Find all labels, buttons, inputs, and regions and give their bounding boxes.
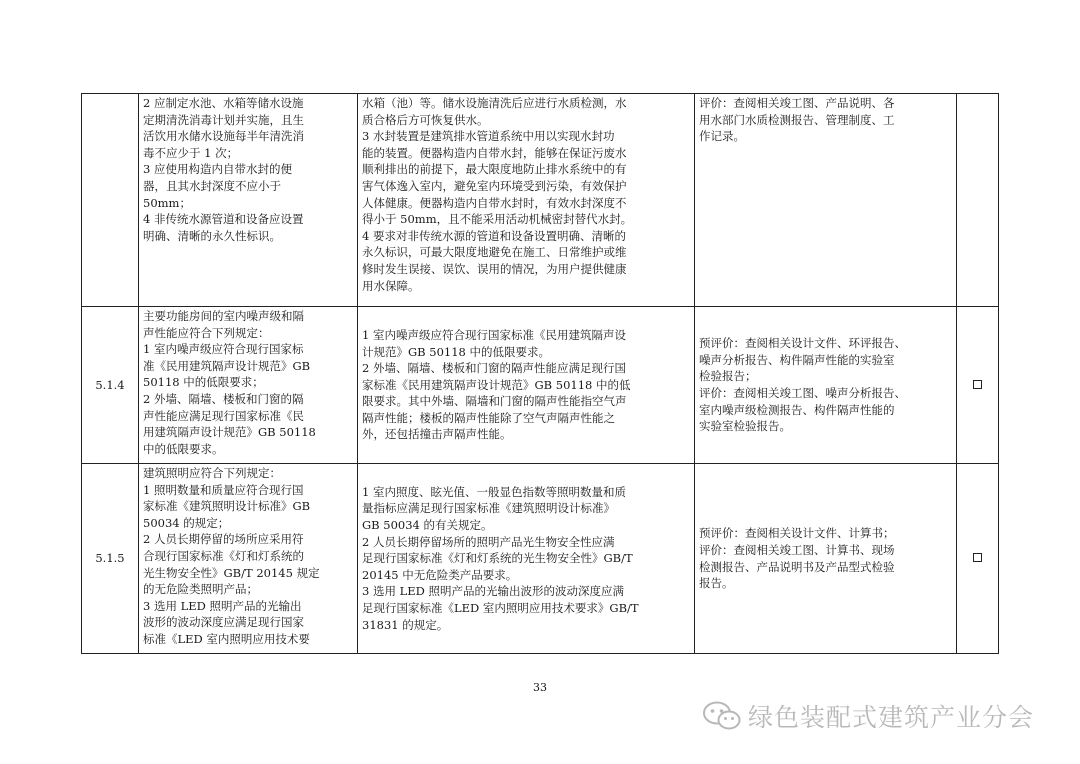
- clause-code: 5.1.5: [82, 464, 139, 654]
- text-line: 波形的波动深度应满足现行国家: [143, 615, 304, 630]
- text-line: 室内噪声级检测报告、构件隔声性能的: [699, 402, 895, 417]
- text-line: 外，还包括撞击声隔声性能。: [362, 427, 512, 442]
- text-line: 水箱（池）等。储水设施清洗后应进行水质检测，水: [362, 96, 627, 110]
- text-line: 家标准《民用建筑隔声设计规范》GB 50118 中的低: [362, 377, 631, 392]
- watermark-text: 绿色装配式建筑产业分会: [748, 703, 1035, 732]
- text-line: 1 室内噪声级应符合现行国家标准《民用建筑隔声设: [362, 327, 626, 342]
- text-line: 足现行国家标准《LED 室内照明应用技术要求》GB/T: [362, 600, 639, 615]
- table-row: [82, 94, 999, 307]
- text-line: 50118 中的低限要求；: [143, 375, 264, 390]
- text-line: 1 室内照度、眩光值、一般显色指数等照明数量和质: [362, 484, 626, 499]
- text-line: 声性能应满足现行国家标准《民: [143, 408, 304, 423]
- text-line: 实验室检验报告。: [699, 419, 791, 434]
- text-line: 1 室内噪声级应符合现行国家标: [143, 342, 304, 357]
- text-line: 2 应制定水池、水箱等储水设施: [143, 96, 304, 110]
- evaluation-cell: [695, 464, 957, 654]
- text-line: 报告。: [699, 576, 734, 591]
- clause-code-cell: [82, 94, 139, 307]
- table-row: [82, 464, 999, 654]
- text-line: GB 50034 的有关规定。: [362, 518, 493, 533]
- requirement-cell: [139, 464, 358, 654]
- text-line: 器，且其水封深度不应小于: [143, 178, 281, 193]
- explanation-cell: [358, 307, 695, 464]
- text-line: 人体健康。便器构造内自带水封时，有效水封深度不: [362, 195, 627, 210]
- text-line: 3 选用 LED 照明产品的光输出波形的波动深度应满: [362, 584, 625, 599]
- checkbox-cell: [957, 307, 999, 464]
- text-line: 50034 的规定；: [143, 515, 230, 530]
- text-line: 3 水封装置是建筑排水管道系统中用以实现水封功: [362, 129, 615, 144]
- text-line: 1 照明数量和质量应符合现行国: [143, 482, 304, 497]
- text-line: 顺利排出的前提下，最大限度地防止排水系统中的有: [362, 162, 627, 177]
- text-line: 4 非传统水源管道和设备应设置: [143, 212, 304, 227]
- text-line: 害气体逸入室内，避免室内环境受到污染，有效保护: [362, 178, 627, 193]
- checkbox[interactable]: [973, 380, 982, 389]
- checkbox-cell: [957, 464, 999, 654]
- text-line: 标准《LED 室内照明应用技术要: [143, 631, 310, 646]
- text-line: 2 人员长期停留的场所应采用符: [143, 532, 304, 547]
- wechat-icon: [702, 700, 742, 732]
- explanation-cell: [358, 94, 695, 307]
- text-line: 2 外墙、隔墙、楼板和门窗的隔: [143, 391, 304, 406]
- requirement-cell: [139, 307, 358, 464]
- text-line: 的无危险类照明产品；: [143, 582, 258, 597]
- text-line: 检验报告；: [699, 369, 757, 384]
- text-line: 主要功能房间的室内噪声级和隔: [143, 309, 304, 323]
- evaluation-cell: [695, 307, 957, 464]
- table-row: [82, 307, 999, 464]
- text-line: 足现行国家标准《灯和灯系统的光生物安全性》GB/T: [362, 551, 633, 566]
- text-line: 活饮用水储水设施每半年清洗消: [143, 129, 304, 144]
- text-line: 质合格后方可恢复供水。: [362, 112, 489, 127]
- text-line: 2 外墙、隔墙、楼板和门窗的隔声性能应满足现行国: [362, 361, 626, 376]
- text-line: 作记录。: [699, 129, 745, 144]
- text-line: 家标准《建筑照明设计标准》GB: [143, 499, 311, 514]
- checkbox-cell: [957, 94, 999, 307]
- text-line: 用建筑隔声设计规范》GB 50118: [143, 425, 316, 440]
- text-line: 准《民用建筑隔声设计规范》GB: [143, 358, 311, 373]
- text-line: 隔声性能；楼板的隔声性能除了空气声隔声性能之: [362, 410, 615, 425]
- text-line: 31831 的规定。: [362, 617, 449, 632]
- text-line: 定期清洗消毒计划并实施，且生: [143, 112, 304, 127]
- text-line: 光生物安全性》GB/T 20145 规定: [143, 565, 320, 580]
- text-line: 预评价：查阅相关设计文件、环评报告、: [699, 336, 906, 351]
- text-line: 合现行国家标准《灯和灯系统的: [143, 548, 304, 563]
- text-line: 毒不应少于 1 次；: [143, 145, 239, 160]
- text-line: 3 选用 LED 照明产品的光输出: [143, 598, 302, 613]
- text-line: 评价：查阅相关竣工图、产品说明、各: [699, 96, 895, 110]
- text-line: 计规范》GB 50118 中的低限要求。: [362, 344, 551, 359]
- explanation-cell: [358, 464, 695, 654]
- text-line: 建筑照明应符合下列规定：: [143, 466, 281, 480]
- clause-code: 5.1.4: [82, 307, 139, 464]
- text-line: 声性能应符合下列规定：: [143, 325, 270, 340]
- text-line: 4 要求对非传统水源的管道和设备设置明确、清晰的: [362, 228, 626, 243]
- text-line: 能的装置。便器构造内自带水封，能够在保证污废水: [362, 145, 627, 160]
- text-line: 评价：查阅相关竣工图、噪声分析报告、: [699, 386, 906, 400]
- text-line: 50mm；: [143, 195, 191, 210]
- standard-table: [81, 93, 999, 654]
- evaluation-cell: [695, 94, 957, 307]
- text-line: 20145 中无危险类产品要求。: [362, 567, 518, 582]
- text-line: 明确、清晰的永久性标识。: [143, 228, 281, 243]
- text-line: 修时发生误接、误饮、误用的情况，为用户提供健康: [362, 261, 627, 276]
- requirement-cell: [139, 94, 358, 307]
- text-line: 永久标识，可最大限度地避免在施工、日常维护或维: [362, 245, 627, 260]
- text-line: 中的低限要求。: [143, 441, 224, 456]
- text-line: 2 人员长期停留场所的照明产品光生物安全性应满: [362, 534, 615, 549]
- watermark: [702, 698, 1034, 734]
- text-line: 量指标应满足现行国家标准《建筑照明设计标准》: [362, 501, 615, 516]
- text-line: 限要求。其中外墙、隔墙和门窗的隔声性能指空气声: [362, 394, 627, 409]
- text-line: 噪声分析报告、构件隔声性能的实验室: [699, 352, 895, 367]
- text-line: 预评价：查阅相关设计文件、计算书；: [699, 526, 895, 541]
- text-line: 评价：查阅相关竣工图、计算书、现场: [699, 542, 895, 557]
- text-line: 用水保障。: [362, 278, 420, 293]
- page-number: 33: [533, 681, 547, 694]
- text-line: 3 应使用构造内自带水封的便: [143, 162, 292, 177]
- text-line: 用水部门水质检测报告、管理制度、工: [699, 112, 895, 127]
- text-line: 得小于 50mm，且不能采用活动机械密封替代水封。: [362, 212, 633, 227]
- checkbox[interactable]: [973, 553, 982, 562]
- text-line: 检测报告、产品说明书及产品型式检验: [699, 559, 895, 574]
